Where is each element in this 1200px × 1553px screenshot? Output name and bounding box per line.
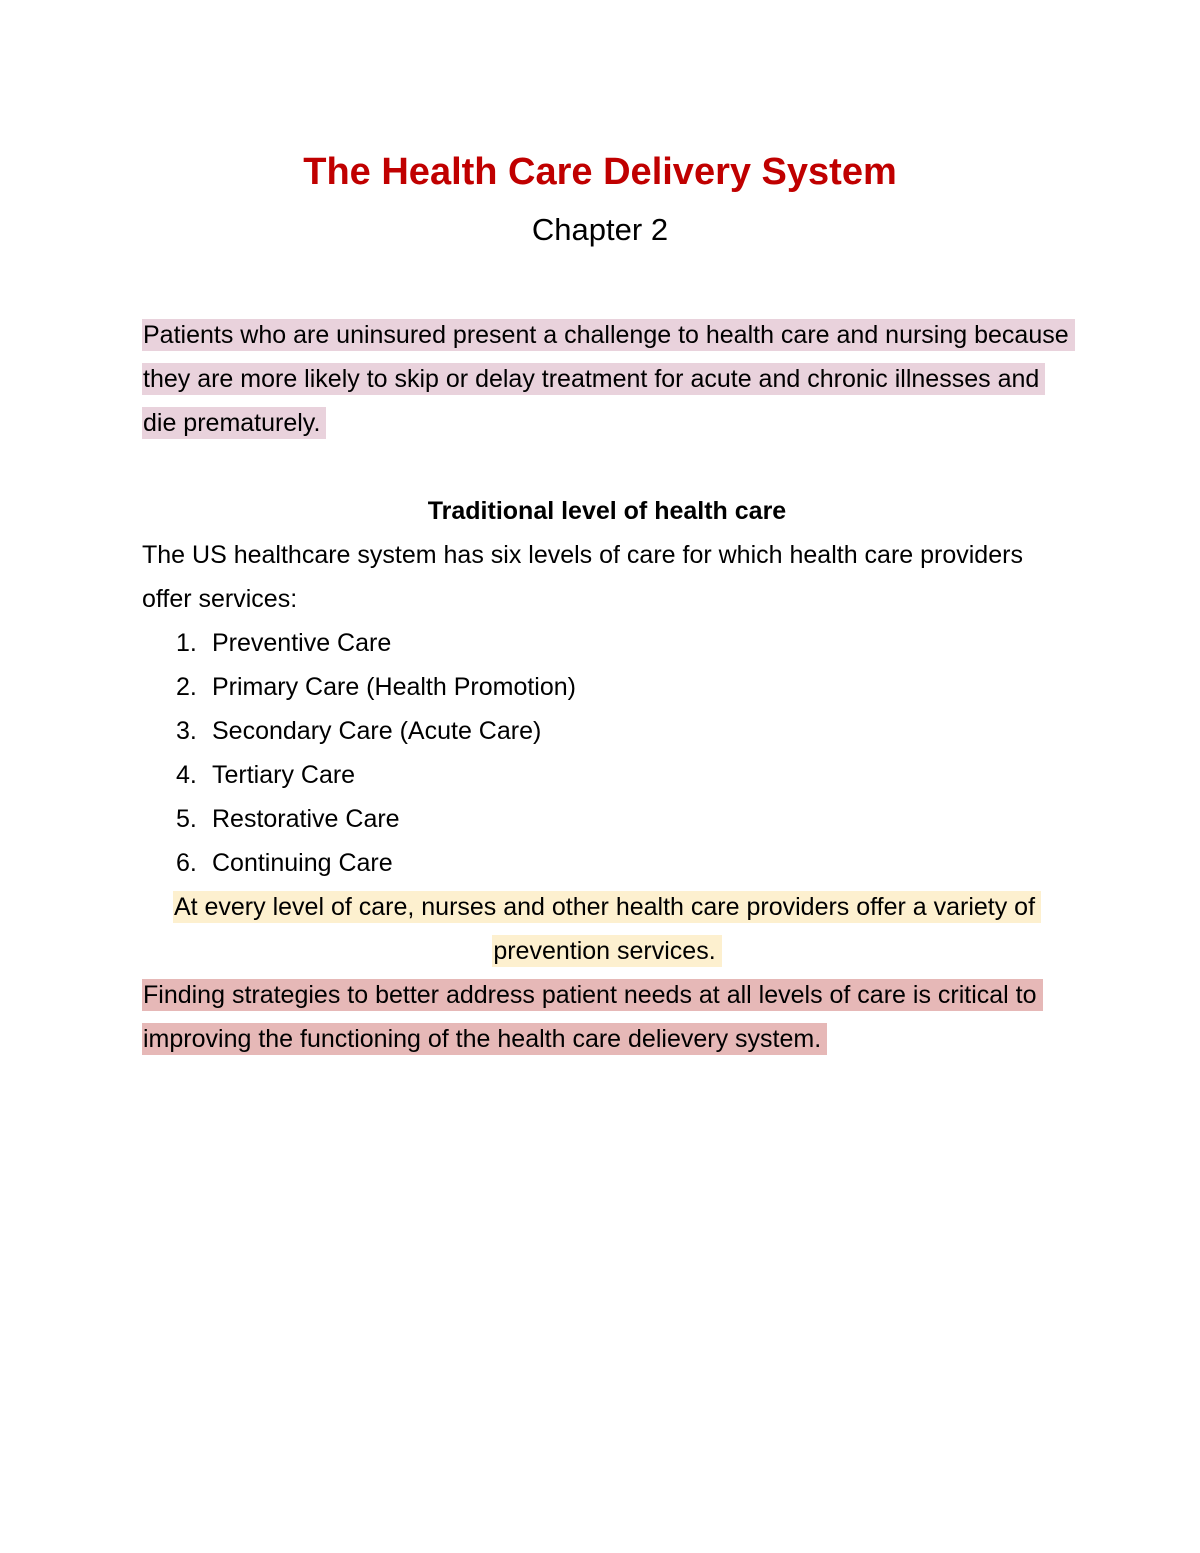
list-item-label: Primary Care (Health Promotion)	[212, 673, 576, 701]
list-item-label: Secondary Care (Acute Care)	[212, 717, 542, 745]
list-item-label: Preventive Care	[212, 629, 392, 657]
list-item-label: Tertiary Care	[212, 761, 356, 789]
prevention-note	[142, 885, 1072, 973]
intro-paragraph	[142, 313, 1072, 445]
list-item	[176, 841, 1072, 885]
list-item-number: 5.	[176, 805, 197, 833]
levels-list	[142, 621, 1072, 885]
document-body	[142, 313, 1072, 1061]
list-item-label: Continuing Care	[212, 849, 393, 877]
list-item	[176, 753, 1072, 797]
list-item-number: 3.	[176, 717, 197, 745]
list-item	[176, 797, 1072, 841]
list-item-number: 2.	[176, 673, 197, 701]
closing-statement	[142, 973, 1072, 1061]
list-item	[176, 665, 1072, 709]
section-heading: Traditional level of health care	[427, 497, 787, 525]
document-title: The Health Care Delivery System	[303, 151, 897, 193]
prevention-note-text: At every level of care, nurses and other health care providers offer a variety of prevention services.	[173, 891, 1041, 967]
list-item	[176, 709, 1072, 753]
list-item-number: 1.	[176, 629, 197, 657]
list-item-number: 4.	[176, 761, 197, 789]
list-item-number: 6.	[176, 849, 197, 877]
intro-paragraph-text: Patients who are uninsured present a challenge to health care and nursing because they are more likely to skip or delay treatment for acute and chronic illnesses and die prematurely.	[142, 319, 1075, 439]
list-item-label: Restorative Care	[212, 805, 400, 833]
section-intro: The US healthcare system has six levels of care for which health care providers offer services:	[142, 541, 1023, 613]
list-item	[176, 621, 1072, 665]
spacer	[142, 445, 1072, 489]
document-subtitle: Chapter 2	[531, 212, 669, 247]
closing-statement-text: Finding strategies to better address patient needs at all levels of care is critical to improving the functioning of the health care delievery system.	[142, 979, 1043, 1055]
